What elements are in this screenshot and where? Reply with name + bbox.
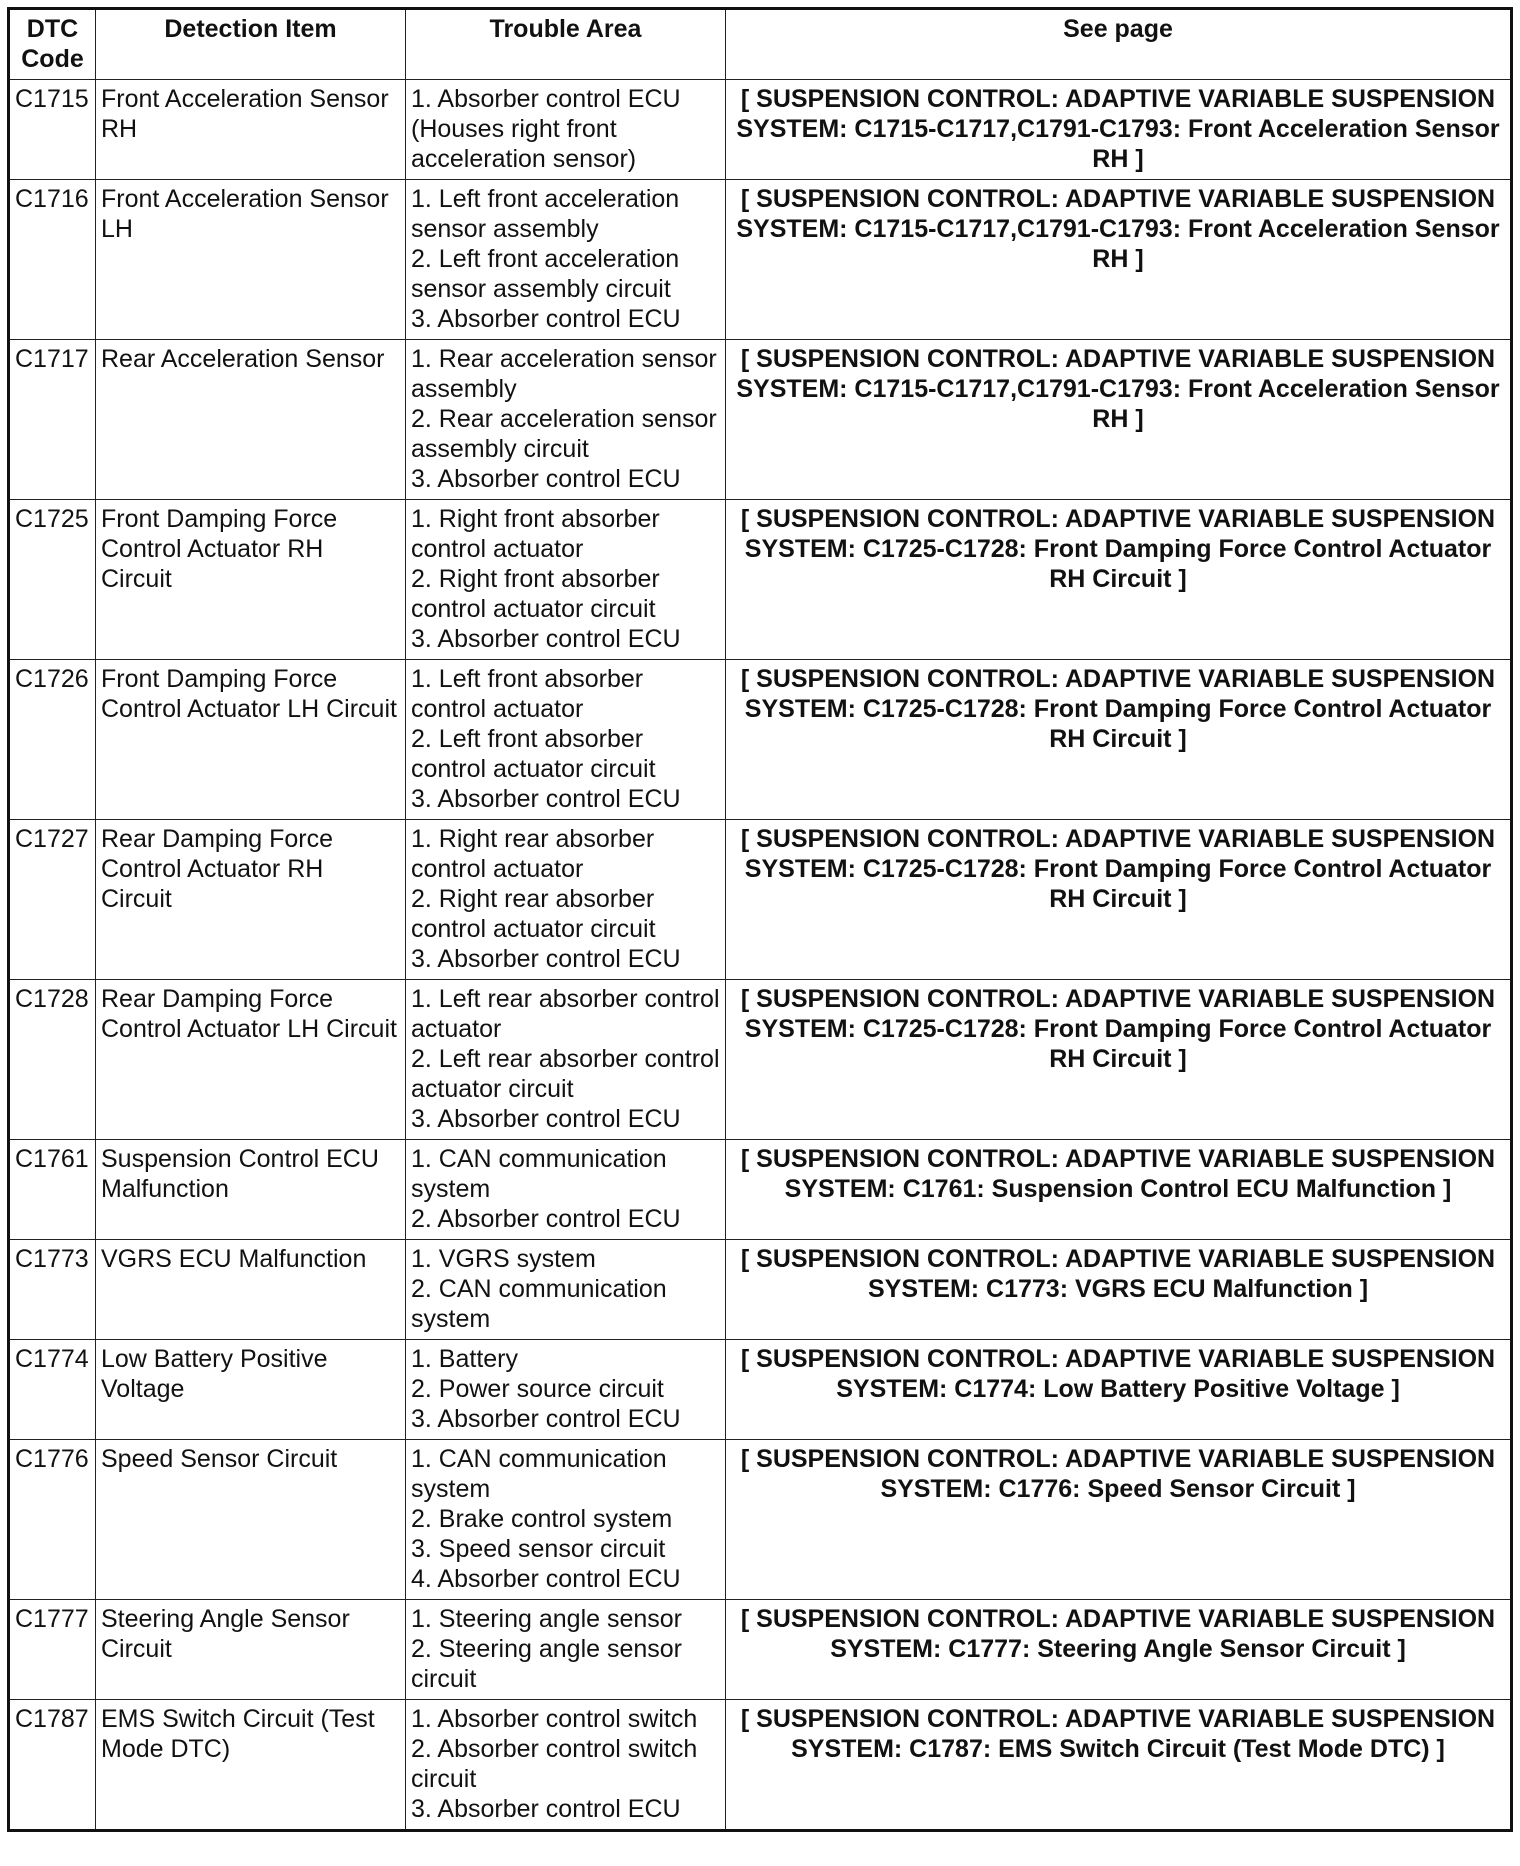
trouble-area-line: 1. Left rear absorber control actuator [411, 985, 720, 1043]
trouble-area-line: 3. Absorber control ECU [411, 1105, 681, 1133]
trouble-area-cell [406, 340, 726, 500]
trouble-area-line: 1. Left front acceleration sensor assembly [411, 185, 680, 243]
trouble-area-cell [406, 1140, 726, 1240]
see-page-link[interactable]: [ SUSPENSION CONTROL: ADAPTIVE VARIABLE SUSPENSION SYSTEM: C1761: Suspension Control ECU Malfunction ] [726, 1140, 1512, 1240]
trouble-area-line: 3. Absorber control ECU [411, 465, 681, 493]
dtc-code-cell: C1761 [9, 1140, 96, 1240]
trouble-area-line: 2. Left rear absorber control actuator circuit [411, 1045, 720, 1103]
detection-item-cell: Rear Damping Force Control Actuator LH Circuit [96, 980, 406, 1140]
see-page-link[interactable]: [ SUSPENSION CONTROL: ADAPTIVE VARIABLE SUSPENSION SYSTEM: C1715-C1717,C1791-C1793: Front Acceleration Sensor RH ] [726, 80, 1512, 180]
table-body [9, 80, 1512, 1831]
dtc-code-cell: C1717 [9, 340, 96, 500]
see-page-link[interactable]: [ SUSPENSION CONTROL: ADAPTIVE VARIABLE SUSPENSION SYSTEM: C1725-C1728: Front Damping Force Control Actuator RH Circuit ] [726, 660, 1512, 820]
trouble-area-line: 1. Right rear absorber control actuator [411, 825, 655, 883]
detection-item-cell: Front Acceleration Sensor LH [96, 180, 406, 340]
trouble-area-line: 1. CAN communication system [411, 1445, 667, 1503]
trouble-area-line: 3. Absorber control ECU [411, 1405, 681, 1433]
trouble-area-line: 3. Absorber control ECU [411, 945, 681, 973]
trouble-area-cell [406, 1700, 726, 1831]
table-row [9, 340, 1512, 500]
see-page-link[interactable]: [ SUSPENSION CONTROL: ADAPTIVE VARIABLE SUSPENSION SYSTEM: C1774: Low Battery Positive Voltage ] [726, 1340, 1512, 1440]
table-row [9, 1340, 1512, 1440]
table-row [9, 500, 1512, 660]
table-row [9, 80, 1512, 180]
trouble-area-line: 1. CAN communication system [411, 1145, 667, 1203]
trouble-area-cell [406, 660, 726, 820]
trouble-area-line: 3. Absorber control ECU [411, 625, 681, 653]
table-row [9, 1700, 1512, 1831]
table-row [9, 1240, 1512, 1340]
trouble-area-line: 2. CAN communication system [411, 1275, 667, 1333]
see-page-link[interactable]: [ SUSPENSION CONTROL: ADAPTIVE VARIABLE SUSPENSION SYSTEM: C1725-C1728: Front Damping Force Control Actuator RH Circuit ] [726, 820, 1512, 980]
trouble-area-line: 2. Brake control system [411, 1505, 673, 1533]
header-trouble-area: Trouble Area [406, 9, 726, 80]
detection-item-cell: Low Battery Positive Voltage [96, 1340, 406, 1440]
table-row [9, 1440, 1512, 1600]
dtc-code-cell: C1716 [9, 180, 96, 340]
table-row [9, 1140, 1512, 1240]
trouble-area-line: 1. Steering angle sensor [411, 1605, 683, 1633]
trouble-area-line: 4. Absorber control ECU [411, 1565, 681, 1593]
dtc-code-cell: C1773 [9, 1240, 96, 1340]
trouble-area-line: 1. Absorber control switch [411, 1705, 698, 1733]
trouble-area-line: 2. Right front absorber control actuator circuit [411, 565, 660, 623]
trouble-area-cell [406, 1440, 726, 1600]
dtc-code-cell: C1725 [9, 500, 96, 660]
table-row [9, 180, 1512, 340]
trouble-area-line: 1. Right front absorber control actuator [411, 505, 660, 563]
trouble-area-line: 1. Rear acceleration sensor assembly [411, 345, 717, 403]
trouble-area-cell [406, 1240, 726, 1340]
detection-item-cell: Front Acceleration Sensor RH [96, 80, 406, 180]
detection-item-cell: Steering Angle Sensor Circuit [96, 1600, 406, 1700]
trouble-area-line: 2. Rear acceleration sensor assembly circuit [411, 405, 717, 463]
trouble-area-line: 3. Speed sensor circuit [411, 1535, 666, 1563]
trouble-area-line: 1. Absorber control ECU (Houses right front acceleration sensor) [411, 85, 681, 173]
table-header-row [9, 9, 1512, 80]
trouble-area-line: 2. Left front absorber control actuator circuit [411, 725, 656, 783]
detection-item-cell: Front Damping Force Control Actuator RH Circuit [96, 500, 406, 660]
detection-item-cell: Speed Sensor Circuit [96, 1440, 406, 1600]
see-page-link[interactable]: [ SUSPENSION CONTROL: ADAPTIVE VARIABLE SUSPENSION SYSTEM: C1715-C1717,C1791-C1793: Front Acceleration Sensor RH ] [726, 340, 1512, 500]
see-page-link[interactable]: [ SUSPENSION CONTROL: ADAPTIVE VARIABLE SUSPENSION SYSTEM: C1787: EMS Switch Circuit (Test Mode DTC) ] [726, 1700, 1512, 1831]
trouble-area-cell [406, 980, 726, 1140]
trouble-area-line: 2. Right rear absorber control actuator circuit [411, 885, 656, 943]
detection-item-cell: Suspension Control ECU Malfunction [96, 1140, 406, 1240]
header-see-page: See page [726, 9, 1512, 80]
dtc-code-cell: C1774 [9, 1340, 96, 1440]
trouble-area-line: 3. Absorber control ECU [411, 785, 681, 813]
table-row [9, 820, 1512, 980]
dtc-code-cell: C1776 [9, 1440, 96, 1600]
trouble-area-line: 1. Left front absorber control actuator [411, 665, 644, 723]
trouble-area-cell [406, 820, 726, 980]
trouble-area-cell [406, 1340, 726, 1440]
see-page-link[interactable]: [ SUSPENSION CONTROL: ADAPTIVE VARIABLE SUSPENSION SYSTEM: C1725-C1728: Front Damping Force Control Actuator RH Circuit ] [726, 500, 1512, 660]
see-page-link[interactable]: [ SUSPENSION CONTROL: ADAPTIVE VARIABLE SUSPENSION SYSTEM: C1773: VGRS ECU Malfunction ] [726, 1240, 1512, 1340]
dtc-table [7, 7, 1513, 1832]
trouble-area-line: 2. Absorber control ECU [411, 1205, 681, 1233]
table-row [9, 1600, 1512, 1700]
dtc-code-cell: C1727 [9, 820, 96, 980]
detection-item-cell: Front Damping Force Control Actuator LH Circuit [96, 660, 406, 820]
trouble-area-cell [406, 80, 726, 180]
trouble-area-line: 2. Absorber control switch circuit [411, 1735, 698, 1793]
detection-item-cell: Rear Damping Force Control Actuator RH Circuit [96, 820, 406, 980]
trouble-area-cell [406, 500, 726, 660]
detection-item-cell: VGRS ECU Malfunction [96, 1240, 406, 1340]
detection-item-cell: Rear Acceleration Sensor [96, 340, 406, 500]
header-dtc-code: DTC Code [9, 9, 96, 80]
trouble-area-line: 3. Absorber control ECU [411, 305, 681, 333]
dtc-code-cell: C1726 [9, 660, 96, 820]
trouble-area-line: 2. Power source circuit [411, 1375, 664, 1403]
table-row [9, 980, 1512, 1140]
trouble-area-cell [406, 1600, 726, 1700]
dtc-code-cell: C1715 [9, 80, 96, 180]
see-page-link[interactable]: [ SUSPENSION CONTROL: ADAPTIVE VARIABLE SUSPENSION SYSTEM: C1725-C1728: Front Damping Force Control Actuator RH Circuit ] [726, 980, 1512, 1140]
detection-item-cell: EMS Switch Circuit (Test Mode DTC) [96, 1700, 406, 1831]
trouble-area-line: 2. Left front acceleration sensor assembly circuit [411, 245, 680, 303]
trouble-area-cell [406, 180, 726, 340]
dtc-code-cell: C1728 [9, 980, 96, 1140]
table-row [9, 660, 1512, 820]
see-page-link[interactable]: [ SUSPENSION CONTROL: ADAPTIVE VARIABLE SUSPENSION SYSTEM: C1776: Speed Sensor Circuit ] [726, 1440, 1512, 1600]
see-page-link[interactable]: [ SUSPENSION CONTROL: ADAPTIVE VARIABLE SUSPENSION SYSTEM: C1777: Steering Angle Sensor Circuit ] [726, 1600, 1512, 1700]
trouble-area-line: 3. Absorber control ECU [411, 1795, 681, 1823]
trouble-area-line: 1. Battery [411, 1345, 518, 1373]
dtc-code-cell: C1787 [9, 1700, 96, 1831]
dtc-code-cell: C1777 [9, 1600, 96, 1700]
see-page-link[interactable]: [ SUSPENSION CONTROL: ADAPTIVE VARIABLE SUSPENSION SYSTEM: C1715-C1717,C1791-C1793: Front Acceleration Sensor RH ] [726, 180, 1512, 340]
trouble-area-line: 1. VGRS system [411, 1245, 596, 1273]
trouble-area-line: 2. Steering angle sensor circuit [411, 1635, 683, 1693]
header-detection-item: Detection Item [96, 9, 406, 80]
